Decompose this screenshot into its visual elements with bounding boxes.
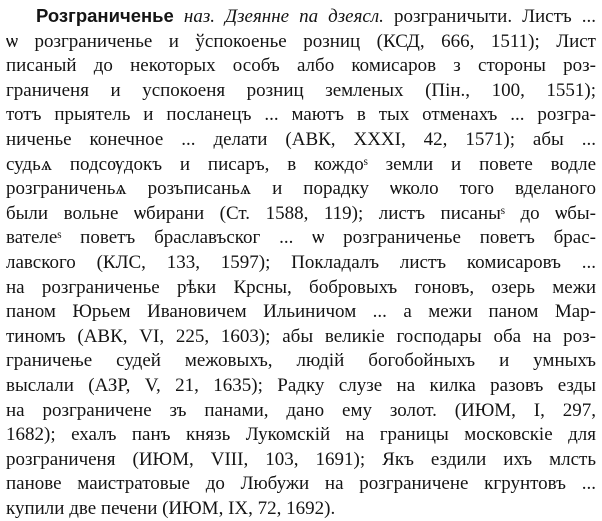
entry-line-10: вателеˢ поветъ браславъског ... ѡ розграниченье поветъ брас- — [6, 227, 596, 249]
entry-line-2: ѡ розграниченье и ўспокоенье розниц (КСД, 666, 1511); Лист — [6, 30, 596, 52]
entry-line-5: тотъ прыятель и посланецъ ... маютъ в тых отменахъ ... розгра- — [6, 104, 596, 126]
entry-line-4: граниченя и успокоеня розниц земленых (Пін., 100, 1551); — [6, 79, 596, 101]
entry-line-12: на розграниченье рѣки Крсны, бобровыхъ гоновъ, озерь межи — [6, 276, 596, 298]
entry-line-6: ниченье конечное ... делати (АВК, XXXI, 42, 1571); абы ... — [6, 128, 596, 150]
entry-headword: Розграниченье — [36, 5, 174, 26]
entry-line-17: на розграничене зъ панами, дано ему золот. (ИЮМ, I, 297, — [6, 399, 596, 421]
entry-line-9: были вольне ѡбирани (Ст. 1588, 119); листъ писаныˢ до ѡбы- — [6, 202, 596, 224]
entry-line-15: граничење судей межовыхъ, людій богобойныхъ и умныхъ — [6, 350, 596, 372]
entry-line-18: 1682); ехалъ панъ князь Лукомскій на границы московскіе для — [6, 424, 596, 446]
entry-line-16: выслали (АЗР, V, 21, 1635); Радку слузе на килка разовъ езды — [6, 374, 596, 396]
entry-line-text: розграничыти. Листъ ... — [393, 6, 597, 27]
entry-line-11: лавского (КЛС, 133, 1597); Покладалъ листъ комисаровъ ... — [6, 251, 596, 273]
entry-line-1 — [6, 4, 596, 30]
entry-grammar: наз. Дзеянне па дзеясл. — [183, 6, 384, 27]
entry-line-20: панове маистратовые до Любужи на розграничене кгрунтовъ ... — [6, 473, 596, 495]
entry-line-21: купили две печени (ИЮМ, IX, 72, 1692). — [6, 497, 336, 519]
entry-line-8: розграниченьѧ розъписаньѧ и порадку ѡколо того вделаного — [6, 178, 596, 200]
entry-line-3: писаный до некоторых особъ албо комисаров з стороны роз- — [6, 55, 596, 77]
entry-line-19: розграниченя (ИЮМ, VIII, 103, 1691); Якъ ездили ихъ млсть — [6, 448, 596, 470]
entry-line-7: судьѧ подсѹдокъ и писаръ, в кождоˢ земли и повете водле — [6, 153, 596, 175]
dictionary-entry — [6, 4, 596, 521]
entry-line-14: тиномъ (АВК, VI, 225, 1603); абы великіе господары оба на роз- — [6, 325, 596, 347]
entry-line-13: паном Юрьем Ивановичем Ильиничом ... а межи паном Мар- — [6, 301, 596, 323]
